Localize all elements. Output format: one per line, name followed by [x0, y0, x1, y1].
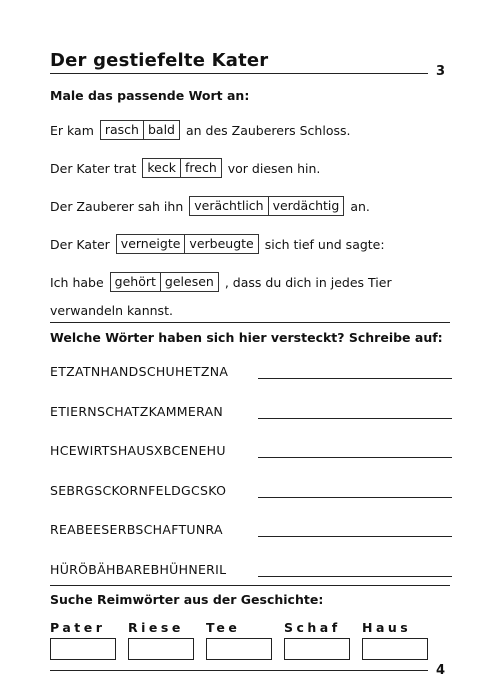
word-option[interactable]: keck	[147, 160, 176, 175]
sentence-line	[50, 272, 392, 292]
instruction-choose-word: Male das passende Wort an:	[50, 88, 250, 103]
sentence-line	[50, 158, 320, 178]
sentence-text-before: Der Kater trat	[50, 160, 137, 176]
sentence-text-after: an.	[350, 198, 370, 214]
word-option[interactable]: verdächtig	[268, 197, 344, 215]
rhyme-answer-row	[50, 638, 428, 660]
word-choice-group	[110, 272, 219, 292]
rhyme-answer-box[interactable]	[284, 638, 350, 660]
sentence-continuation: verwandeln kannst.	[50, 303, 173, 318]
word-option[interactable]: verneigte	[120, 236, 181, 251]
word-option[interactable]: gelesen	[160, 273, 218, 291]
sentence-line	[50, 120, 350, 140]
sentence-text-before: Ich habe	[50, 274, 104, 290]
sentence-text-after: sich tief und sagte:	[264, 236, 385, 252]
word-option[interactable]: bald	[143, 121, 179, 139]
rhyme-word: Pater	[50, 620, 106, 635]
sentence-text-after: vor diesen hin.	[227, 160, 321, 176]
word-choice-group	[116, 234, 259, 254]
letter-puzzle: HÜRÖBÄHBAREBHÜHNERIL	[50, 561, 227, 577]
word-option[interactable]: rasch	[104, 122, 139, 137]
letter-puzzle: REABEESERBSCHAFTUNRA	[50, 522, 223, 537]
rhyme-word: Haus	[362, 620, 412, 635]
title-rule	[50, 73, 428, 74]
sentence-text-before: Der Kater	[50, 236, 110, 252]
word-option[interactable]: frech	[180, 159, 221, 177]
answer-line[interactable]	[258, 576, 452, 577]
sentence-text-before: Er kam	[50, 122, 94, 138]
word-option[interactable]: gehört	[114, 274, 156, 289]
section2-rule	[50, 585, 450, 586]
instruction-hidden-words: Welche Wörter haben sich hier versteckt? Schreibe auf:	[50, 330, 443, 345]
rhyme-answer-box[interactable]	[128, 638, 194, 660]
sentence-line	[50, 196, 370, 216]
letter-puzzle: ETIERNSCHATZKAMMERAN	[50, 403, 224, 419]
word-choice-group	[142, 158, 221, 178]
rhyme-word: Schaf	[284, 620, 341, 635]
answer-line[interactable]	[258, 418, 452, 419]
rhyme-answer-box[interactable]	[50, 638, 116, 660]
rhyme-word: Tee	[206, 620, 241, 635]
letter-puzzle: ETZATNHANDSCHUHETZNA	[50, 364, 229, 379]
rhyme-answer-box[interactable]	[206, 638, 272, 660]
letter-puzzle: SEBRGSCKORNFELDGCSKO	[50, 482, 227, 498]
sentence-text-after: an des Zauberers Schloss.	[186, 122, 351, 138]
word-option[interactable]: verbeugte	[184, 235, 257, 253]
instruction-rhymes: Suche Reimwörter aus der Geschichte:	[50, 592, 324, 607]
sentence-text-before: Der Zauberer sah ihn	[50, 198, 184, 214]
rhyme-answer-box[interactable]	[362, 638, 428, 660]
answer-line[interactable]	[258, 378, 452, 379]
answer-line[interactable]	[258, 497, 452, 498]
answer-line[interactable]	[258, 457, 452, 458]
word-choice-group	[100, 120, 180, 140]
section1-rule	[50, 322, 450, 323]
word-choice-group	[189, 196, 344, 216]
rhyme-word-row	[50, 620, 440, 635]
page-title: Der gestiefelte Kater	[50, 50, 269, 71]
rhyme-word: Riese	[128, 620, 184, 635]
sentence-line	[50, 234, 385, 254]
word-option[interactable]: verächtlich	[194, 198, 264, 213]
sentence-text-after: , dass du dich in jedes Tier	[224, 274, 392, 290]
page-number-top: 3	[436, 64, 446, 79]
letter-puzzle: HCEWIRTSHAUSXBCENEHU	[50, 443, 226, 458]
page-number-bottom: 4	[436, 663, 446, 678]
answer-line[interactable]	[258, 536, 452, 537]
bottom-rule	[50, 670, 428, 671]
